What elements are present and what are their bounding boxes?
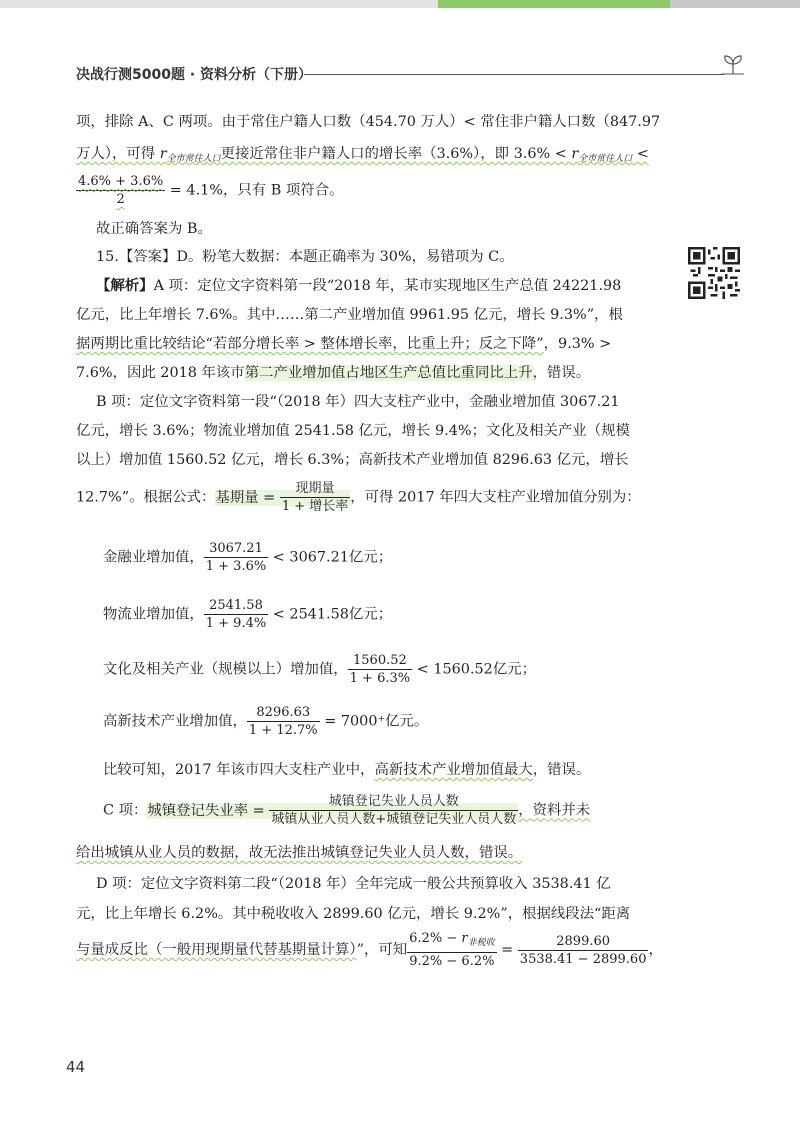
math-var: r — [461, 931, 468, 946]
fraction-numerator: 4.6% + 3.6% — [78, 174, 164, 189]
text-line — [96, 874, 611, 894]
text-span: < 1560.52亿元； — [412, 661, 537, 678]
top-bar-gray-segment — [670, 0, 800, 8]
math-var: r — [159, 146, 167, 162]
fraction-numerator: 城镇登记失业人员人数 — [269, 793, 518, 811]
text-span: 文化及相关产业（规模以上）增加值， — [103, 661, 348, 678]
fraction — [348, 652, 412, 687]
text-span: D 项：定位文字资料第二段“（2018 年）全年完成一般公共预算收入 3538.41 亿 — [96, 876, 611, 892]
underlined-text: ，资料并未 — [518, 802, 591, 819]
text-span: ，9.3% > — [543, 336, 612, 352]
text-line — [76, 930, 663, 970]
text-span: 亿元，增长 3.6%；物流业增加值 2541.58 亿元，增长 9.4%；文化及相关产业（规模 — [76, 423, 630, 439]
fraction-numerator: 2899.60 — [518, 933, 649, 951]
fraction — [407, 930, 496, 970]
text-span: 物流业增加值， — [103, 606, 204, 623]
text-span: 项，排除 A、C 两项。由于常住户籍人口数（454.70 万人）< 常住非户籍人口数（847.97 — [76, 114, 661, 130]
text-line — [76, 144, 649, 169]
text-span: B 项：定位文字资料第一段“（2018 年）四大支柱产业中，金融业增加值 3067.21 — [96, 394, 620, 410]
text-line — [96, 392, 620, 412]
fraction-denominator: 1 + 9.4% — [205, 616, 267, 631]
analysis-label: 【解析】 — [96, 277, 154, 294]
fraction-numerator — [407, 930, 496, 953]
fraction-denominator: 1 + 3.6% — [205, 559, 267, 574]
calc-line — [103, 540, 392, 575]
text-span: 12.7%”。根据公式： — [76, 489, 216, 506]
top-color-bar — [0, 0, 800, 8]
text-line — [76, 450, 629, 470]
text-span: = 4.1%，只有 B 项符合。 — [165, 182, 344, 199]
text-line — [103, 760, 590, 780]
underlined-rule: 与量成反比（一般用现期量代替基期量计算） — [76, 942, 357, 958]
fraction — [204, 540, 268, 575]
fraction — [76, 173, 165, 208]
fraction-denominator: 1 + 12.7% — [248, 723, 318, 738]
fraction — [204, 597, 268, 632]
text-line — [76, 480, 641, 515]
math-subscript: 非税收 — [467, 938, 495, 948]
top-bar-green-segment — [438, 0, 670, 8]
header-rule — [304, 74, 724, 75]
text-span: 基期量 = — [215, 489, 280, 506]
text-span: 更接近常住非户籍人口的增长率（3.6%），即 3.6% < — [220, 146, 572, 162]
text-span: < 2541.58亿元； — [268, 606, 393, 623]
text-span: 6.2% − — [409, 931, 462, 946]
formula-highlight — [147, 794, 518, 827]
fraction-numerator: 8296.63 — [247, 704, 320, 722]
fraction-numerator: 1560.52 — [348, 652, 412, 670]
fraction — [280, 480, 350, 515]
running-header-title: 决战行测5000题 · 资料分析（下册） — [76, 67, 313, 83]
text-span: < 3067.21亿元； — [268, 549, 393, 566]
text-span: ，可得 2017 年四大支柱产业增加值分别为： — [350, 489, 641, 506]
text-span: < — [632, 146, 649, 162]
text-line — [76, 112, 660, 132]
underlined-rule: 据两期比重比较结论“若部分增长率 > 整体增长率，比重上升；反之下降” — [76, 336, 544, 352]
fraction-numerator: 现期量 — [280, 480, 350, 498]
text-line — [76, 421, 630, 441]
text-span: ，错误。 — [532, 762, 591, 778]
fraction — [269, 793, 518, 828]
fraction-numerator: 3067.21 — [204, 540, 268, 558]
text-span: C 项： — [103, 802, 148, 819]
fraction-denominator: 9.2% − 6.2% — [409, 954, 495, 969]
text-span: 万人），可得 — [76, 146, 160, 162]
math-subscript: 全市常住人口 — [578, 154, 633, 164]
fraction-denominator: 2 — [116, 192, 125, 207]
text-span: 7.6%，因此 2018 年该市 — [76, 365, 245, 381]
text-line — [76, 904, 630, 924]
text-span: = — [496, 942, 518, 958]
fraction — [518, 933, 649, 968]
highlighted-text: 第二产业增加值占地区生产总值比重同比上升 — [244, 365, 533, 381]
fraction-numerator: 2541.58 — [204, 597, 268, 615]
text-line — [76, 173, 343, 208]
calc-line — [103, 704, 428, 739]
text-span: = 7000⁺亿元。 — [319, 713, 429, 730]
text-line — [76, 334, 611, 354]
text-span: 城镇登记失业率 = — [147, 802, 270, 819]
text-span: 以上）增加值 1560.52 亿元，增长 6.3%；高新技术产业增加值 8296.63 亿元，增长 — [76, 452, 629, 468]
fraction-denominator: 3538.41 − 2899.60 — [519, 951, 647, 967]
text-span: 比较可知，2017 年该市四大支柱产业中， — [103, 762, 375, 778]
answer-conclusion: 故正确答案为 B。 — [96, 221, 212, 237]
text-span — [76, 146, 649, 162]
text-line — [103, 793, 590, 828]
fraction-denominator: 1 + 增长率 — [281, 499, 349, 514]
text-line — [76, 843, 522, 863]
text-span: 金融业增加值， — [103, 549, 204, 566]
calc-line — [103, 597, 392, 632]
text-span: ”，可知 — [356, 942, 408, 958]
fraction-denominator: 城镇从业人员人数+城镇登记失业人员人数 — [271, 812, 517, 827]
text-span: ， — [648, 942, 663, 958]
text-line — [76, 363, 590, 383]
answer-line — [96, 247, 514, 267]
math-var: r — [571, 146, 579, 162]
fraction-denominator: 1 + 6.3% — [349, 671, 411, 686]
formula-highlight — [215, 481, 350, 514]
calc-line — [103, 652, 536, 687]
text-span: 高新技术产业增加值， — [103, 713, 247, 730]
text-span: A 项：定位文字资料第一段“2018 年，某市实现地区生产总值 24221.98 — [153, 278, 622, 294]
fraction — [247, 704, 320, 739]
sprout-icon — [718, 50, 748, 80]
math-subscript: 全市常住人口 — [166, 154, 221, 164]
text-span: 亿元，比上年增长 7.6%。其中……第二产业增加值 9961.95 亿元，增长 9.3%”，根 — [76, 307, 623, 323]
underlined-text: 给出城镇从业人员的数据，故无法推出城镇登记失业人员人数，错误。 — [76, 845, 523, 861]
answer-text: 15.【答案】D。粉笔大数据：本题正确率为 30%，易错项为 C。 — [96, 249, 514, 265]
underlined-text: 高新技术产业增加值最大 — [374, 762, 533, 778]
qr-code-icon[interactable] — [688, 247, 740, 299]
text-span: ，错误。 — [532, 365, 591, 381]
text-line — [96, 276, 621, 296]
text-line — [96, 219, 212, 239]
page-number: 44 — [66, 1058, 86, 1076]
text-line — [76, 305, 623, 325]
text-span: 元，比上年增长 6.2%。其中税收收入 2899.60 亿元，增长 9.2%”，根据线段法“距离 — [76, 906, 631, 922]
